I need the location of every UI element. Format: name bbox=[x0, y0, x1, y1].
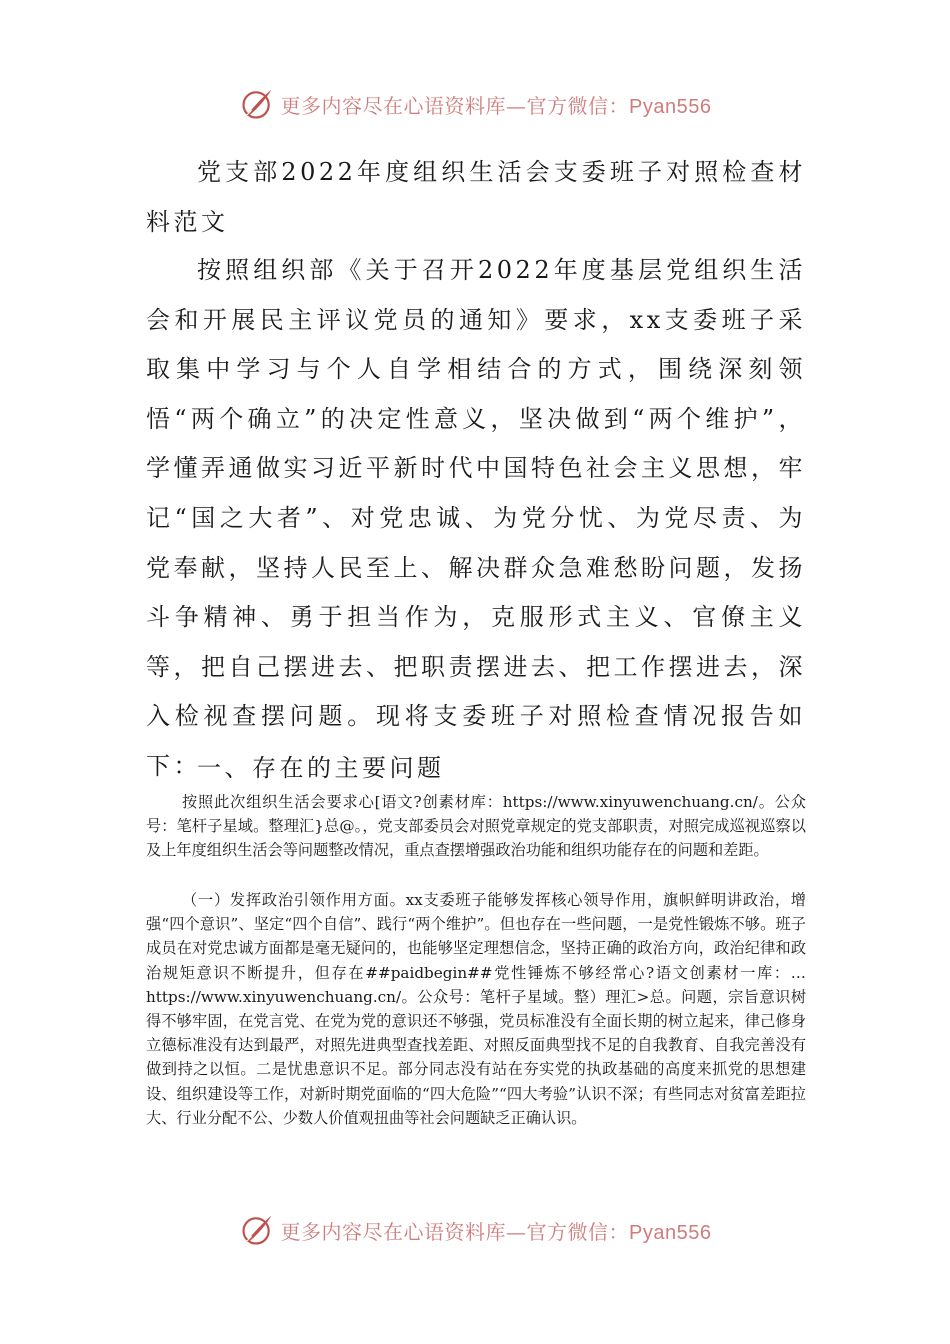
header-banner bbox=[0, 84, 950, 124]
document-title: 党支部2022年度组织生活会支委班子对照检查材料范文 bbox=[146, 158, 806, 236]
banner-text bbox=[281, 90, 712, 119]
wechat-id: Pyan556 bbox=[629, 1221, 712, 1244]
banner-slogan: 更多内容尽在心语资料库—官方微信： bbox=[280, 1219, 630, 1244]
quill-pen-circle-logo-icon bbox=[239, 86, 275, 122]
banner-slogan: 更多内容尽在心语资料库—官方微信： bbox=[280, 93, 630, 118]
quill-pen-circle-logo-icon bbox=[239, 1212, 275, 1248]
intro-paragraph: 按照组织部《关于召开2022年度基层党组织生活会和开展民主评议党员的通知》要求，xx支委班子采取集中学习与个人自学相结合的方式，围绕深刻领悟“两个确立”的决定性意义，坚决做到“两个维护”，学懂弄通做实习近平新时代中国特色社会主义思想，牢记“国之大者”、对党忠诚、为党分忧、为党尽责、为党奉献，坚持人民至上、解决群众急难愁盼问题，发扬斗争精神、勇于担当作为，克服形式主义、官僚主义等，把自己摆进去、把职责摆进去、把工作摆进去，深入检视查摆问题。现将支委班子对照检查情况报告如下： bbox=[146, 256, 806, 780]
body-paragraph-2: （一）发挥政治引领作用方面。xx支委班子能够发挥核心领导作用，旗帜鲜明讲政治，增强“四个意识”、坚定“四个自信”、践行“两个维护”。但也存在一些问题，一是党性锻炼不够。班子成员在对党忠诚方面都是毫无疑问的，也能够坚定理想信念，坚持正确的政治方向，政治纪律和政治规矩意识不断提升，但存在##paidbegin##党性锤炼不够经常心?语文创素材一库：…https://www.xinyuwenchuang.cn/。公众号：笔杆子星域。整）理汇>总。问题，宗旨意识树得不够牢固，在党言党、在党为党的意识还不够强，党员标准没有全面长期的树立起来，律己修身立德标准没有达到最严，对照先进典型查找差距、对照反面典型找不足的自我教育、自我完善没有做到持之以恒。二是忧患意识不足。部分同志没有站在夯实党的执政基础的高度来抓党的思想建设、组织建设等工作，对新时期党面临的“四大危险”“四大考验”认识不深；有些同志对贫富差距拉大、行业分配不公、少数人价值观扭曲等社会问题缺乏正确认识。 bbox=[146, 891, 806, 1127]
body-paragraph-1: 按照此次组织生活会要求心[语文?创素材库：https://www.xinyuwenchuang.cn/。公众号：笔杆子星域。整理汇}总@。，党支部委员会对照党章规定的党支部职责，对照完成巡视巡察以及上年度组织生活会等问题整改情况，重点查摆增强政治功能和组织功能存在的问题和差距。 bbox=[146, 793, 806, 860]
banner-text bbox=[281, 1216, 712, 1245]
wechat-id: Pyan556 bbox=[629, 95, 712, 118]
footer-banner bbox=[0, 1210, 950, 1250]
section-heading: 一、存在的主要问题 bbox=[197, 754, 445, 782]
